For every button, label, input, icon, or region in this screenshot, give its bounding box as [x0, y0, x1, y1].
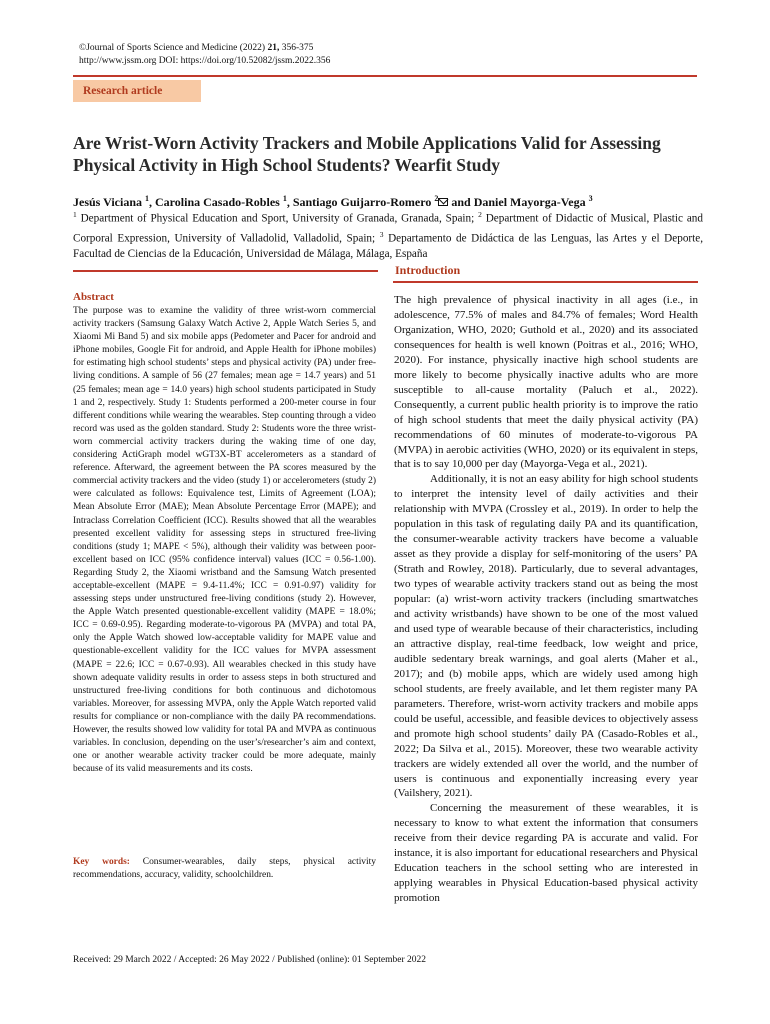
journal-name: ©Journal of Sports Science and Medicine (2022) [79, 43, 268, 53]
envelope-icon[interactable] [438, 198, 448, 206]
author: , Santiago Guijarro-Romero [286, 195, 435, 209]
affiliation: Departamento de Didáctica de las Lenguas, las Artes y el Deporte, Facultad de Ciencias de la Educación, Universidad de Málaga, Málaga, España [73, 232, 704, 261]
keywords [73, 856, 376, 882]
article-type-tag: Research article [73, 80, 201, 102]
journal-header [79, 42, 330, 68]
paragraph: Additionally, it is not an easy ability for high school students to interpret the intensity level of daily activities and their relationship with MVPA (Crossley et al., 2019). In order to help the population in this task of regulating daily PA and its quantification, the consumer-wearable activity trackers have become a valuable asset as they provide a display for self-monitoring of the users’ PA (Strath and Rowley, 2018). Particularly, due to several advantages, two types of wearable activity trackers stand out as being the most popular: (a) wrist-worn activity trackers (including smartwatches and activity wristbands) have shown to be one of the most valued and used type of wearable because of their characteristics, including an attractive display, real-time feedback, low weight and price, audible sedentary break warnings, and goal alerts (Maher et al., 2017); and (b) mobile apps, which are widely used among high school students, are freely available, and let them register many PA parameters. Therefore, wrist-worn activity trackers and mobile apps could be useful, accessible, and feasible devices to objectively assess and promote high school students’ daily PA (Casado-Robles et al., 2022; Da Silva et al., 2015). Moreover, these two wearable activity trackers are widely extended all over the world, and the number of users is continuous and exponentially increasing every year (Vailshery, 2021). [394, 473, 698, 800]
affiliation: Department of Didactic of Musical, Plastic and Corporal Expression, University of Valladolid, Valladolid, Spain; [73, 212, 703, 245]
keywords-text: Consumer-wearables, daily steps, physical activity recommendations, accuracy, validity, schoolchildren. [73, 857, 376, 881]
received-dates: Received: 29 March 2022 / Accepted: 26 May 2022 / Published (online): 01 September 2022 [73, 955, 427, 965]
author: and Daniel Mayorga-Vega [448, 195, 589, 209]
article-title: Are Wrist-Worn Activity Trackers and Mobile Applications Valid for Assessing Physical Activity in High School Students? Wearfit Study [73, 133, 661, 175]
abstract-text: The purpose was to examine the validity of three wrist-worn commercial activity trackers (Samsung Galaxy Watch Active 2, Apple Watch Series 5, and Xiaomi Mi Band 5) and six mobile apps (Pedometer and Pacer for android and iPhone mobiles, Google Fit for android, and Apple Health for iPhone mobiles) for estimating high school students’ steps and physical activity (PA) under free-living conditions. A sample of 56 (27 females; mean age = 14.7 years) and 51 (25 females; mean age = 14.0 years) high school students participated in Study 1 and 2, respectively. Study 1: Students performed a 200-meter course in four different conditions while wearing the wearables. Step counting through a video record was used as the golden standard. Study 2: Students wore the three wrist-worn commercial activity trackers during the waking time of one day, considering ActiGraph model wGT3X-BT accelerometers as a standard of reference. Afterward, the agreement between the PA scores measured by the commercial activity trackers and the video (study 1) or accelerometers (study 2) were calculated as follows: Equivalence test, Limits of Agreement (LOA); Mean Absolute Error (MAE); Mean Absolute Percentage Error (MAPE); and Intraclass Correlation Coefficient (ICC). Results showed that all the wearables presented excellent validity for assessing steps in structured free-living conditions (study 1; MAPE < 5%), although their validity was between poor-excellent based on ICC (95% confidence interval) values (ICC = 0.56-1.00). Regarding Study 2, the Xiaomi wristband and the Samsung Watch presented acceptable-excellent (MAPE = 9.4-11.4%; ICC = 0.91-0.97) validity for assessing steps under unstructured free-living conditions (study 2). However, the Apple Watch presented questionable-excellent validity (MAPE = 18.0%; ICC = 0.69-0.95). Regarding moderate-to-vigorous PA (MVPA) and total PA, only the Apple Watch showed low-acceptable validity for MAPE value and questionable-excellent validity for the ICC values for MVPA assessment (MAPE = 22.6; ICC = 0.67-0.93). All wearables checked in this study have shown adequate validity results in order to assess steps in both structured and unstructured free-living conditions for both continuous and dichotomous variables. Moreover, for assessing MVPA, only the Apple Watch reported valid results for compliance or non-compliance with the daily PA recommendations. However, the results showed low validity for total PA and MVPA as continuous variables. In conclusion, depending on the user’s/researcher’s aim and context, one or another wearable activity tracker could be more adequate, mainly because of its valid measurements and its costs. [73, 306, 376, 775]
paragraph: Concerning the measurement of these wearables, it is necessary to know to what extent the information that consumers receive from their device regarding PA is accurate and valid. For instance, it is also important for educational researchers and Physical Education teachers in the school setting who are interested in applying wearables in Physical Education-based physical activity promotion [394, 802, 698, 905]
affil-num: 2 [478, 210, 482, 219]
affil-sup: 1 [282, 194, 287, 203]
abstract-heading: Abstract [73, 291, 114, 303]
abstract-rule [73, 270, 378, 272]
affiliations [73, 207, 703, 262]
keywords-label: Key words: [73, 857, 130, 867]
introduction-rule [393, 281, 698, 283]
citation-line [79, 42, 330, 55]
volume: 21, [267, 43, 280, 53]
affil-num: 1 [73, 210, 77, 219]
affil-num: 3 [379, 229, 384, 239]
introduction-body [394, 293, 698, 906]
author: , Carolina Casado-Robles [149, 195, 283, 209]
affil-sup: 3 [588, 194, 593, 203]
doi-line[interactable]: http://www.jssm.org DOI: https://doi.org/10.52082/jssm.2022.356 [79, 56, 331, 66]
affil-sup: 1 [145, 194, 150, 203]
affil-sup: 2 [434, 194, 439, 203]
author: Jesús Viciana [73, 195, 146, 209]
pages: 356-375 [279, 43, 314, 53]
affiliation: Department of Physical Education and Sport, University of Granada, Granada, Spain; [76, 212, 479, 225]
introduction-heading: Introduction [395, 263, 461, 277]
top-rule [73, 75, 697, 77]
paragraph: The high prevalence of physical inactivity in all ages (i.e., in adolescence, 77.5% of males and 84.7% of females; Word Health Organization, WHO, 2020; Guthold et al., 2020) and its associated consequences for health is well known (Poitras et al., 2016; WHO, 2020). For instance, physically inactive high school students are more likely to become physically inactive adults who are more susceptible to all-cause mortality (Paluch et al., 2022). Consequently, a current public health priority is to improve the ratio of high school students that meet the daily physical activity (PA) recommendations of 60 minutes of moderate-to-vigorous PA (MVPA) in aerobic activities (WHO, 2020) or its equivalent in steps, that is to say 10,000 per day (Mayorga-Vega et al., 2021). [394, 294, 698, 471]
